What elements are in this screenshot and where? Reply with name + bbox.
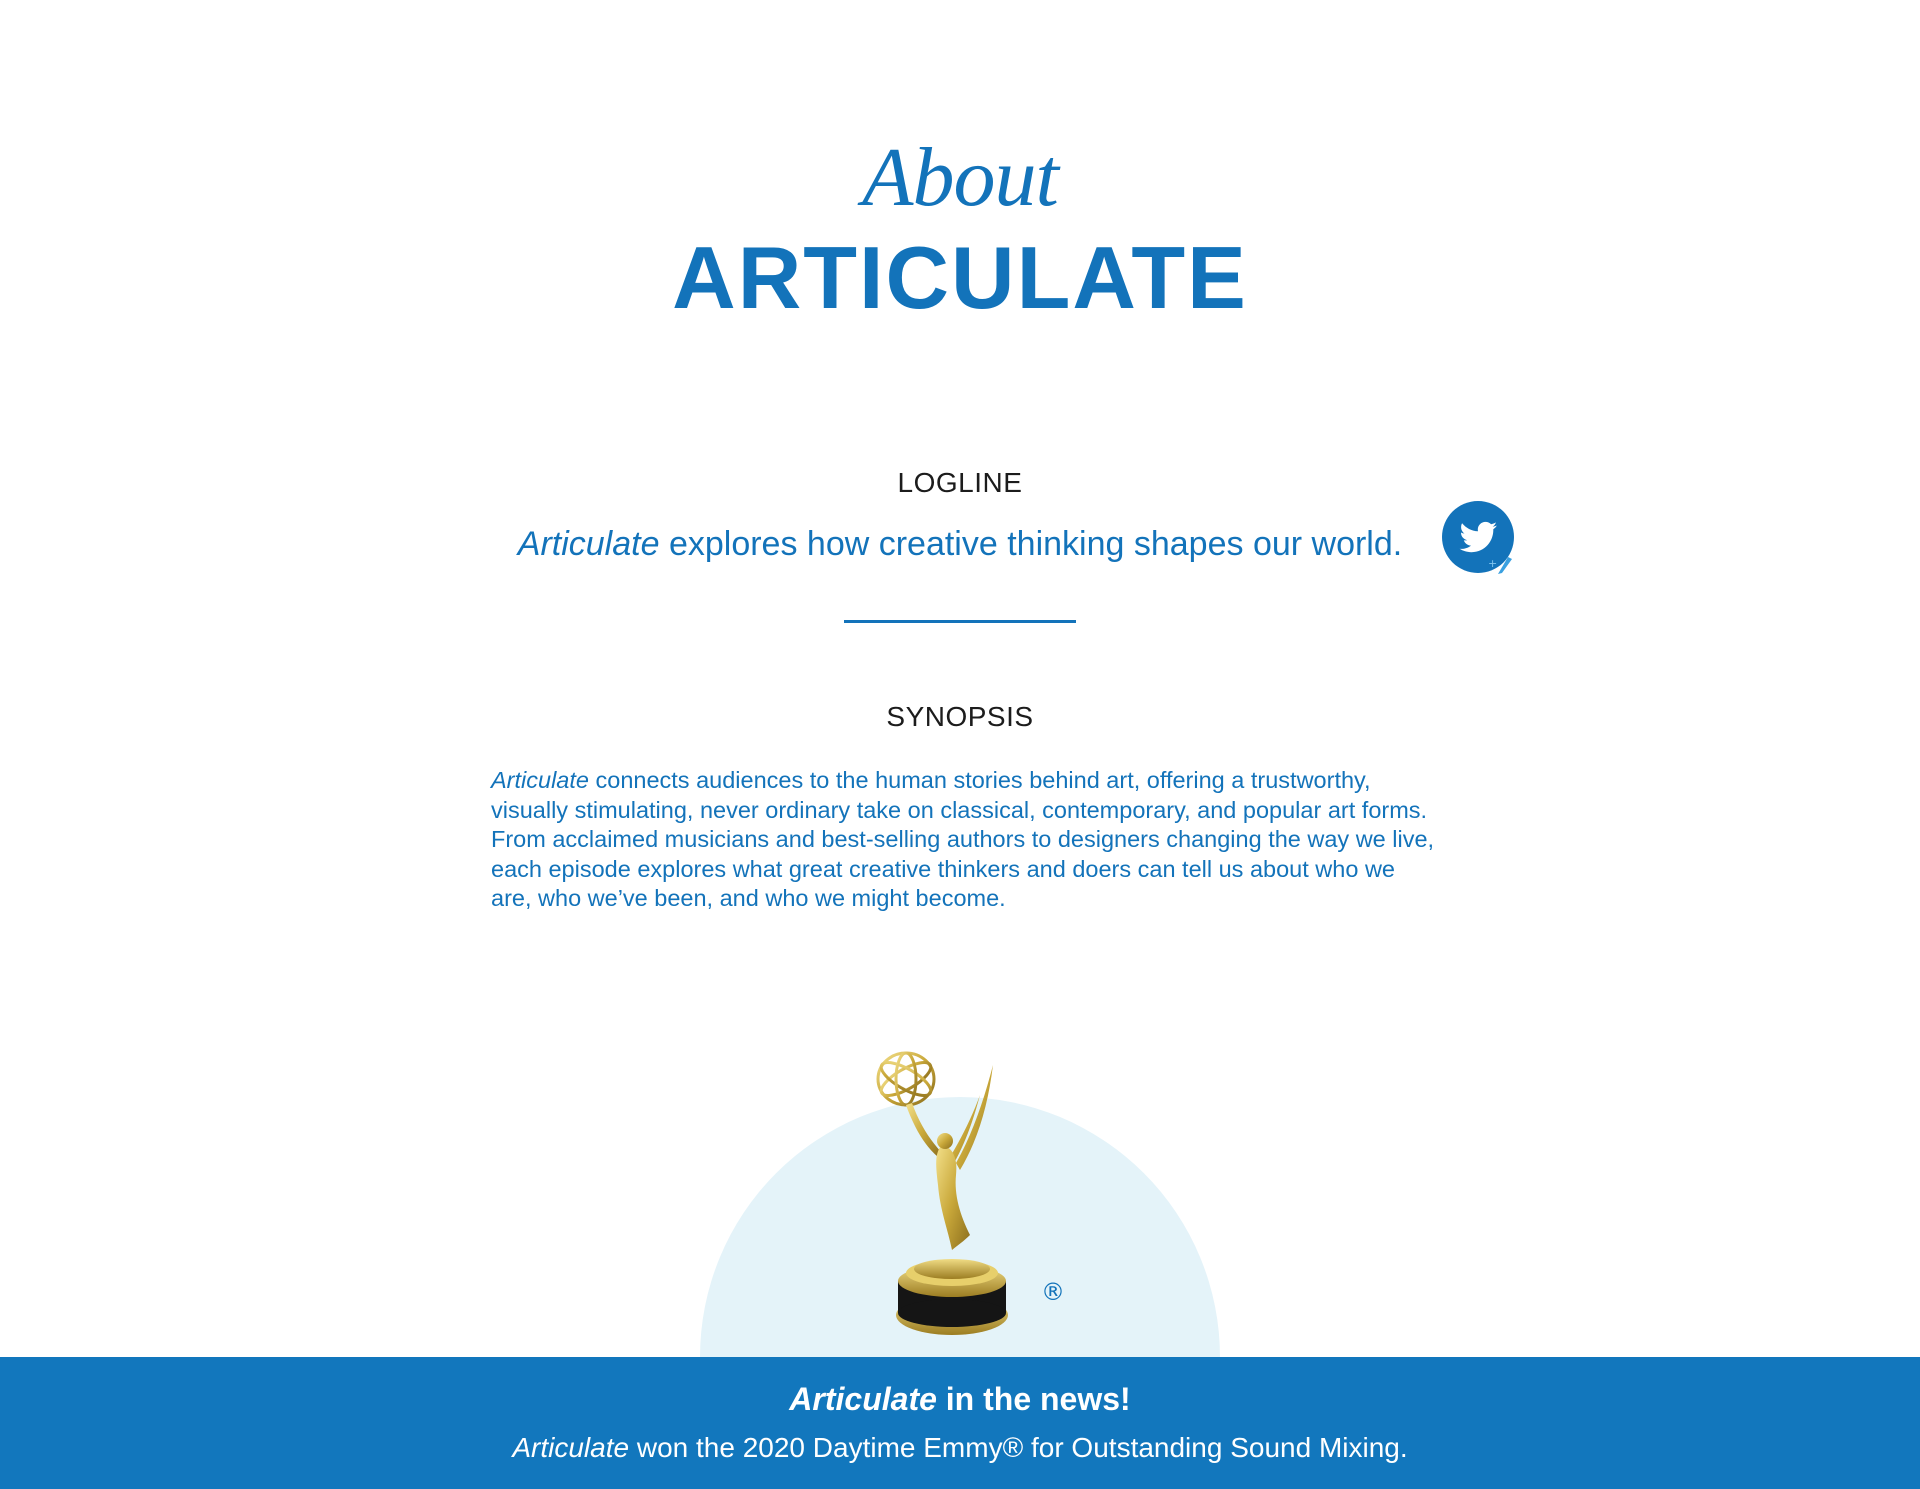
logline-label: LOGLINE: [897, 467, 1023, 498]
twitter-icon[interactable]: [1442, 501, 1516, 575]
logline-body: explores how creative thinking shapes our world.: [659, 525, 1403, 563]
brand-title: ARTICULATE: [672, 228, 1248, 327]
emmy-statuette-icon: [860, 1045, 1040, 1345]
synopsis-body: connects audiences to the human stories behind art, offering a trustworthy, visually stimulating, never ordinary take on classical, contemporary, and popular art forms. From acclaimed musicians and best-selling authors to designers changing the way we live, each episode explores what great creative thinkers and doers can tell us about who we are, who we’ve been, and who we might become.: [491, 767, 1435, 911]
svg-text:+: +: [1488, 557, 1498, 570]
registered-mark: ®: [1041, 1278, 1065, 1306]
logline-show-name: Articulate: [517, 525, 660, 563]
news-text-rest: won the 2020 Daytime Emmy® for Outstanding Sound Mixing.: [629, 1432, 1408, 1463]
about-heading: About: [862, 131, 1058, 224]
news-text-show-name: Articulate: [512, 1432, 630, 1463]
news-text: [0, 1430, 1920, 1466]
synopsis-text: [491, 766, 1441, 914]
news-title: [0, 1379, 1920, 1419]
news-title-rest: in the news!: [936, 1381, 1131, 1417]
logline-text: [480, 522, 1440, 566]
synopsis-show-name: Articulate: [491, 767, 589, 793]
synopsis-label: SYNOPSIS: [886, 701, 1034, 732]
news-banner: [0, 1357, 1920, 1489]
news-title-show-name: Articulate: [789, 1381, 937, 1417]
section-divider: [844, 620, 1076, 623]
